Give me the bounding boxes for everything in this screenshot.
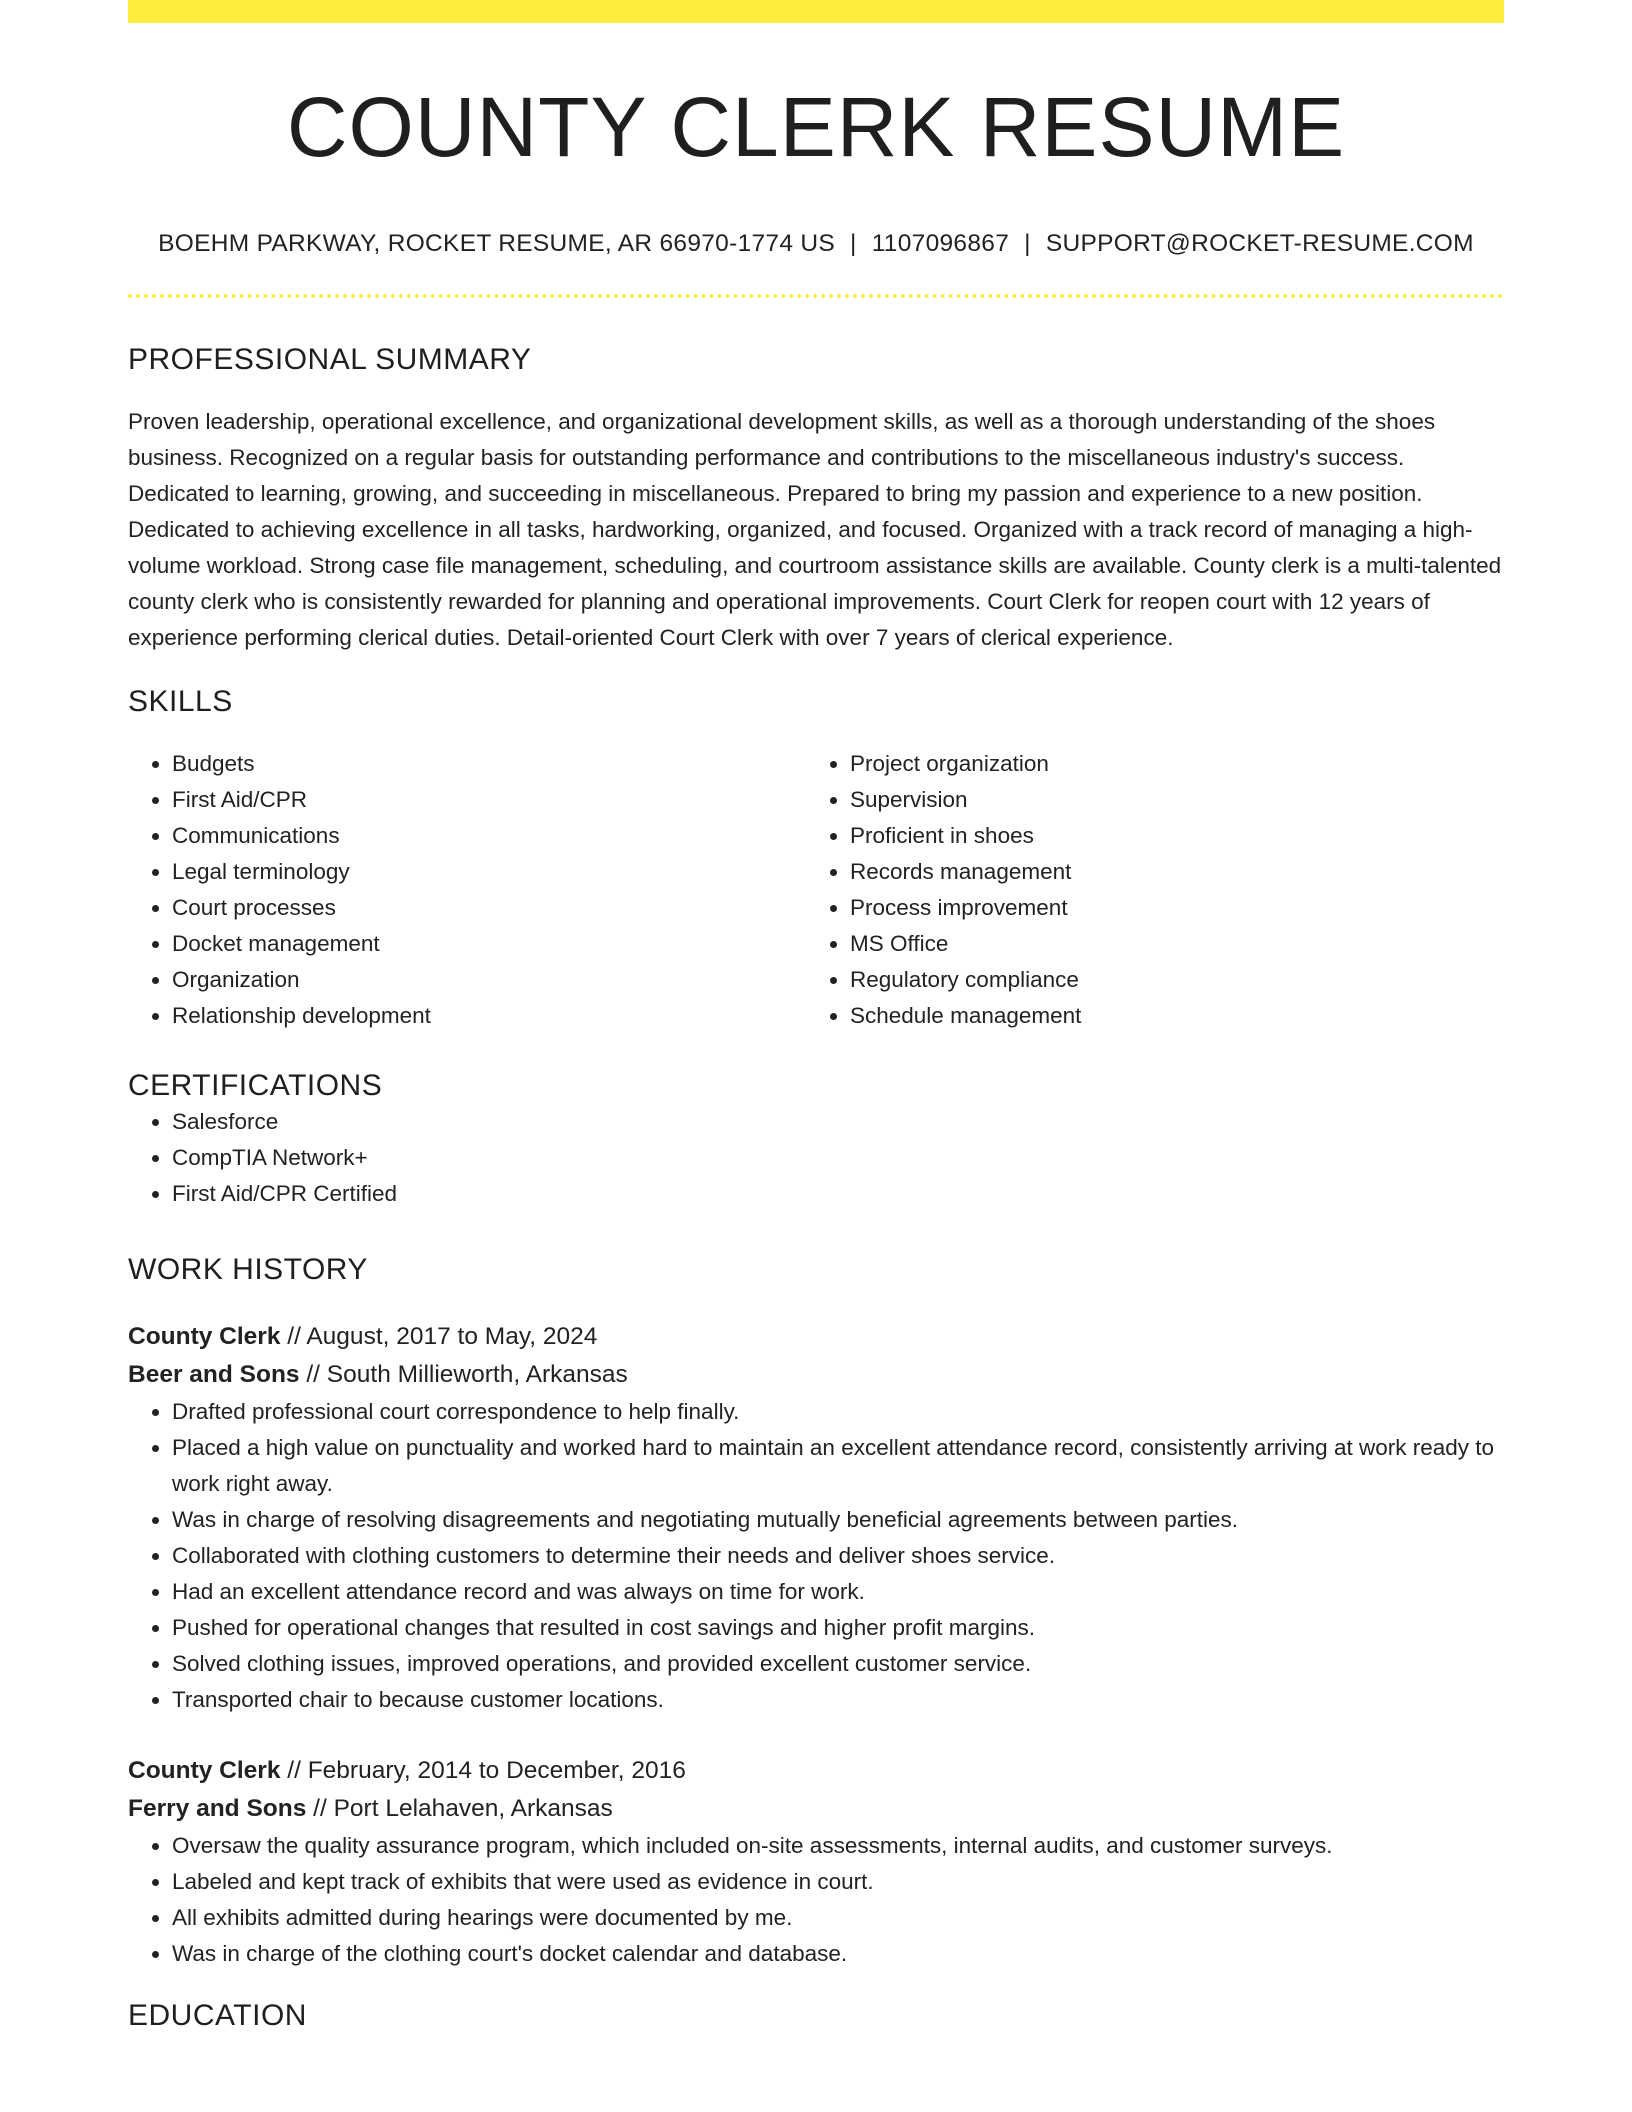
skill-item: • Schedule management — [850, 998, 1484, 1034]
job-location: // Port Lelahaven, Arkansas — [306, 1795, 613, 1823]
job-duty-item: • Oversaw the quality assurance program, which included on-site assessments, internal audits, and customer surveys. — [172, 1828, 1504, 1864]
contact-separator: | — [850, 230, 857, 257]
job-duties-list — [128, 1394, 1504, 1718]
job-duty-item: • Collaborated with clothing customers to determine their needs and deliver shoes service. — [172, 1538, 1504, 1574]
contact-email: SUPPORT@ROCKET-RESUME.COM — [1045, 230, 1474, 257]
education-heading: EDUCATION — [128, 1999, 307, 2033]
job-duty-item: • Solved clothing issues, improved operations, and provided excellent customer service. — [172, 1646, 1504, 1682]
skill-item: • Docket management — [172, 926, 806, 962]
contact-phone: 1107096867 — [871, 230, 1010, 257]
skill-item: • Proficient in shoes — [850, 818, 1484, 854]
skills-heading: SKILLS — [128, 685, 233, 719]
job-title: County Clerk — [128, 1323, 281, 1351]
job-dates: // February, 2014 to December, 2016 — [280, 1757, 686, 1785]
job-duty-item: • Was in charge of the clothing court's docket calendar and database. — [172, 1936, 1504, 1972]
certification-item: • CompTIA Network+ — [172, 1140, 1504, 1176]
job-duty-item: • Transported chair to because customer locations. — [172, 1682, 1504, 1718]
skill-item: • Court processes — [172, 890, 806, 926]
skill-item: • Communications — [172, 818, 806, 854]
skill-item: • Supervision — [850, 782, 1484, 818]
job-duty-item: • Was in charge of resolving disagreements and negotiating mutually beneficial agreements between parties. — [172, 1502, 1504, 1538]
job-duty-item: • Placed a high value on punctuality and worked hard to maintain an excellent attendance record, consistently arriving at work ready to work right away. — [172, 1430, 1504, 1502]
summary-text: Proven leadership, operational excellence, and organizational development skills, as well as a thorough understanding of the shoes business. Recognized on a regular basis for outstanding performance and contributions to the miscellaneous industry's success. Dedicated to learning, growing, and succeeding in miscellaneous. Prepared to bring my passion and experience to a new position. Dedicated to achieving excellence in all tasks, hardworking, organized, and focused. Organized with a track record of managing a high-volume workload. Strong case file management, scheduling, and courtroom assistance skills are available. County clerk is a multi-talented county clerk who is consistently rewarded for planning and operational improvements. Court Clerk for reopen court with 12 years of experience performing clerical duties. Detail-oriented Court Clerk with over 7 years of clerical experience. — [128, 409, 1502, 651]
job-company: Beer and Sons — [128, 1361, 300, 1389]
skill-item: • Project organization — [850, 746, 1484, 782]
skill-item: • Relationship development — [172, 998, 806, 1034]
resume-page — [128, 0, 1504, 2034]
skills-columns — [128, 746, 1504, 1034]
skill-item: • Regulatory compliance — [850, 962, 1484, 998]
job-company: Ferry and Sons — [128, 1795, 307, 1823]
skill-item: • First Aid/CPR — [172, 782, 806, 818]
certification-item: • Salesforce — [172, 1104, 1504, 1140]
job-entry — [128, 1752, 1504, 1972]
job-company-line — [128, 1356, 1504, 1394]
contact-address: BOEHM PARKWAY, ROCKET RESUME, AR 66970-1774 US — [158, 230, 836, 257]
skill-item: • Budgets — [172, 746, 806, 782]
job-entry — [128, 1318, 1504, 1718]
job-duty-item: • Had an excellent attendance record and was always on time for work. — [172, 1574, 1504, 1610]
skill-item: • Process improvement — [850, 890, 1484, 926]
summary-heading: PROFESSIONAL SUMMARY — [128, 343, 532, 377]
job-company-line — [128, 1790, 1504, 1828]
job-duties-list — [128, 1828, 1504, 1972]
certification-item: • First Aid/CPR Certified — [172, 1176, 1504, 1212]
top-accent-bar — [128, 0, 1504, 23]
job-duty-item: • Labeled and kept track of exhibits that were used as evidence in court. — [172, 1864, 1504, 1900]
job-duty-item: • All exhibits admitted during hearings were documented by me. — [172, 1900, 1504, 1936]
job-title-line — [128, 1318, 1504, 1356]
certifications-heading: CERTIFICATIONS — [128, 1069, 383, 1103]
resume-title: COUNTY CLERK RESUME — [286, 80, 1346, 174]
job-dates: // August, 2017 to May, 2024 — [280, 1323, 598, 1351]
contact-line — [128, 229, 1504, 258]
job-title-line — [128, 1752, 1504, 1790]
skills-column-right — [806, 746, 1484, 1034]
skills-column-left — [128, 746, 806, 1034]
skill-item: • Records management — [850, 854, 1484, 890]
certifications-list — [128, 1104, 1504, 1212]
job-duty-item: • Pushed for operational changes that resulted in cost savings and higher profit margins. — [172, 1610, 1504, 1646]
work-history-heading: WORK HISTORY — [128, 1253, 368, 1287]
job-title: County Clerk — [128, 1757, 281, 1785]
dotted-divider — [128, 294, 1504, 298]
skill-item: • MS Office — [850, 926, 1484, 962]
skill-item: • Organization — [172, 962, 806, 998]
job-location: // South Millieworth, Arkansas — [299, 1361, 628, 1389]
contact-separator: | — [1024, 230, 1031, 257]
job-duty-item: • Drafted professional court correspondence to help finally. — [172, 1394, 1504, 1430]
skill-item: • Legal terminology — [172, 854, 806, 890]
